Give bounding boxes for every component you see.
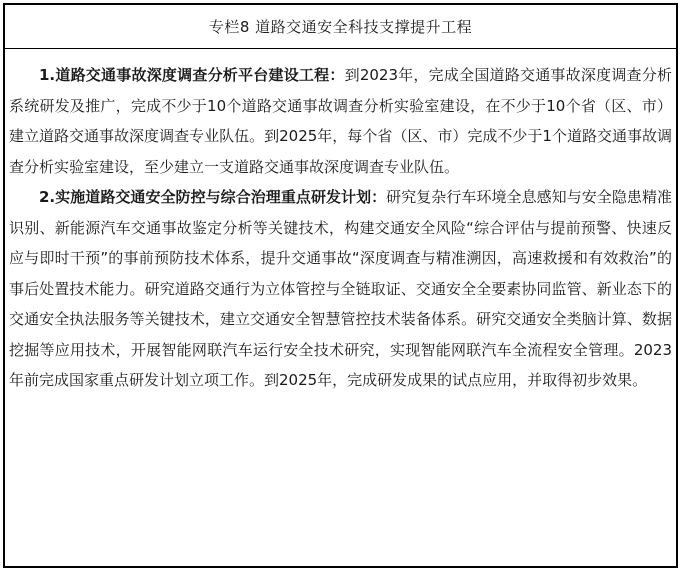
- paragraph-1: [9, 60, 672, 182]
- paragraph-2-text: 研究复杂行车环境全息感知与安全隐患精准识别、新能源汽车交通事故鉴定分析等关键技术，构建交通安全风险“综合评估与提前预警、快速反应与即时干预”的事前预防技术体系，提升交通事故“深度调查与精准溯因，高速救援和有效救治”的事后处置技术能力。研究道路交通行为立体管控与全链取证、交通安全全要素协同监管、新业态下的交通安全执法服务等关键技术，建立交通安全智慧管控技术装备体系。研究交通安全类脑计算、数据挖掘等应用技术，开展智能网联汽车运行安全技术研究，实现智能网联汽车全流程安全管理。2023年前完成国家重点研发计划立项工作。到2025年，完成研发成果的试点应用，并取得初步效果。: [9, 188, 672, 389]
- paragraph-1-heading: 1.道路交通事故深度调查分析平台建设工程：: [39, 66, 345, 84]
- paragraph-2-heading: 2.实施道路交通安全防控与综合治理重点研发计划：: [39, 188, 387, 206]
- column-body: [5, 49, 676, 396]
- paragraph-1-text: 到2023年，完成全国道路交通事故深度调查分析系统研发及推广，完成不少于10个道路交通事故调查分析实验室建设，在不少于10个省（区、市）建立道路交通事故深度调查专业队伍。到2025年，每个省（区、市）完成不少于1个道路交通事故调查分析实验室建设，至少建立一支道路交通事故深度调查专业队伍。: [9, 66, 672, 176]
- special-column-box: [3, 3, 678, 568]
- paragraph-2: [9, 182, 672, 396]
- column-title: 专栏8 道路交通安全科技支撑提升工程: [5, 5, 676, 49]
